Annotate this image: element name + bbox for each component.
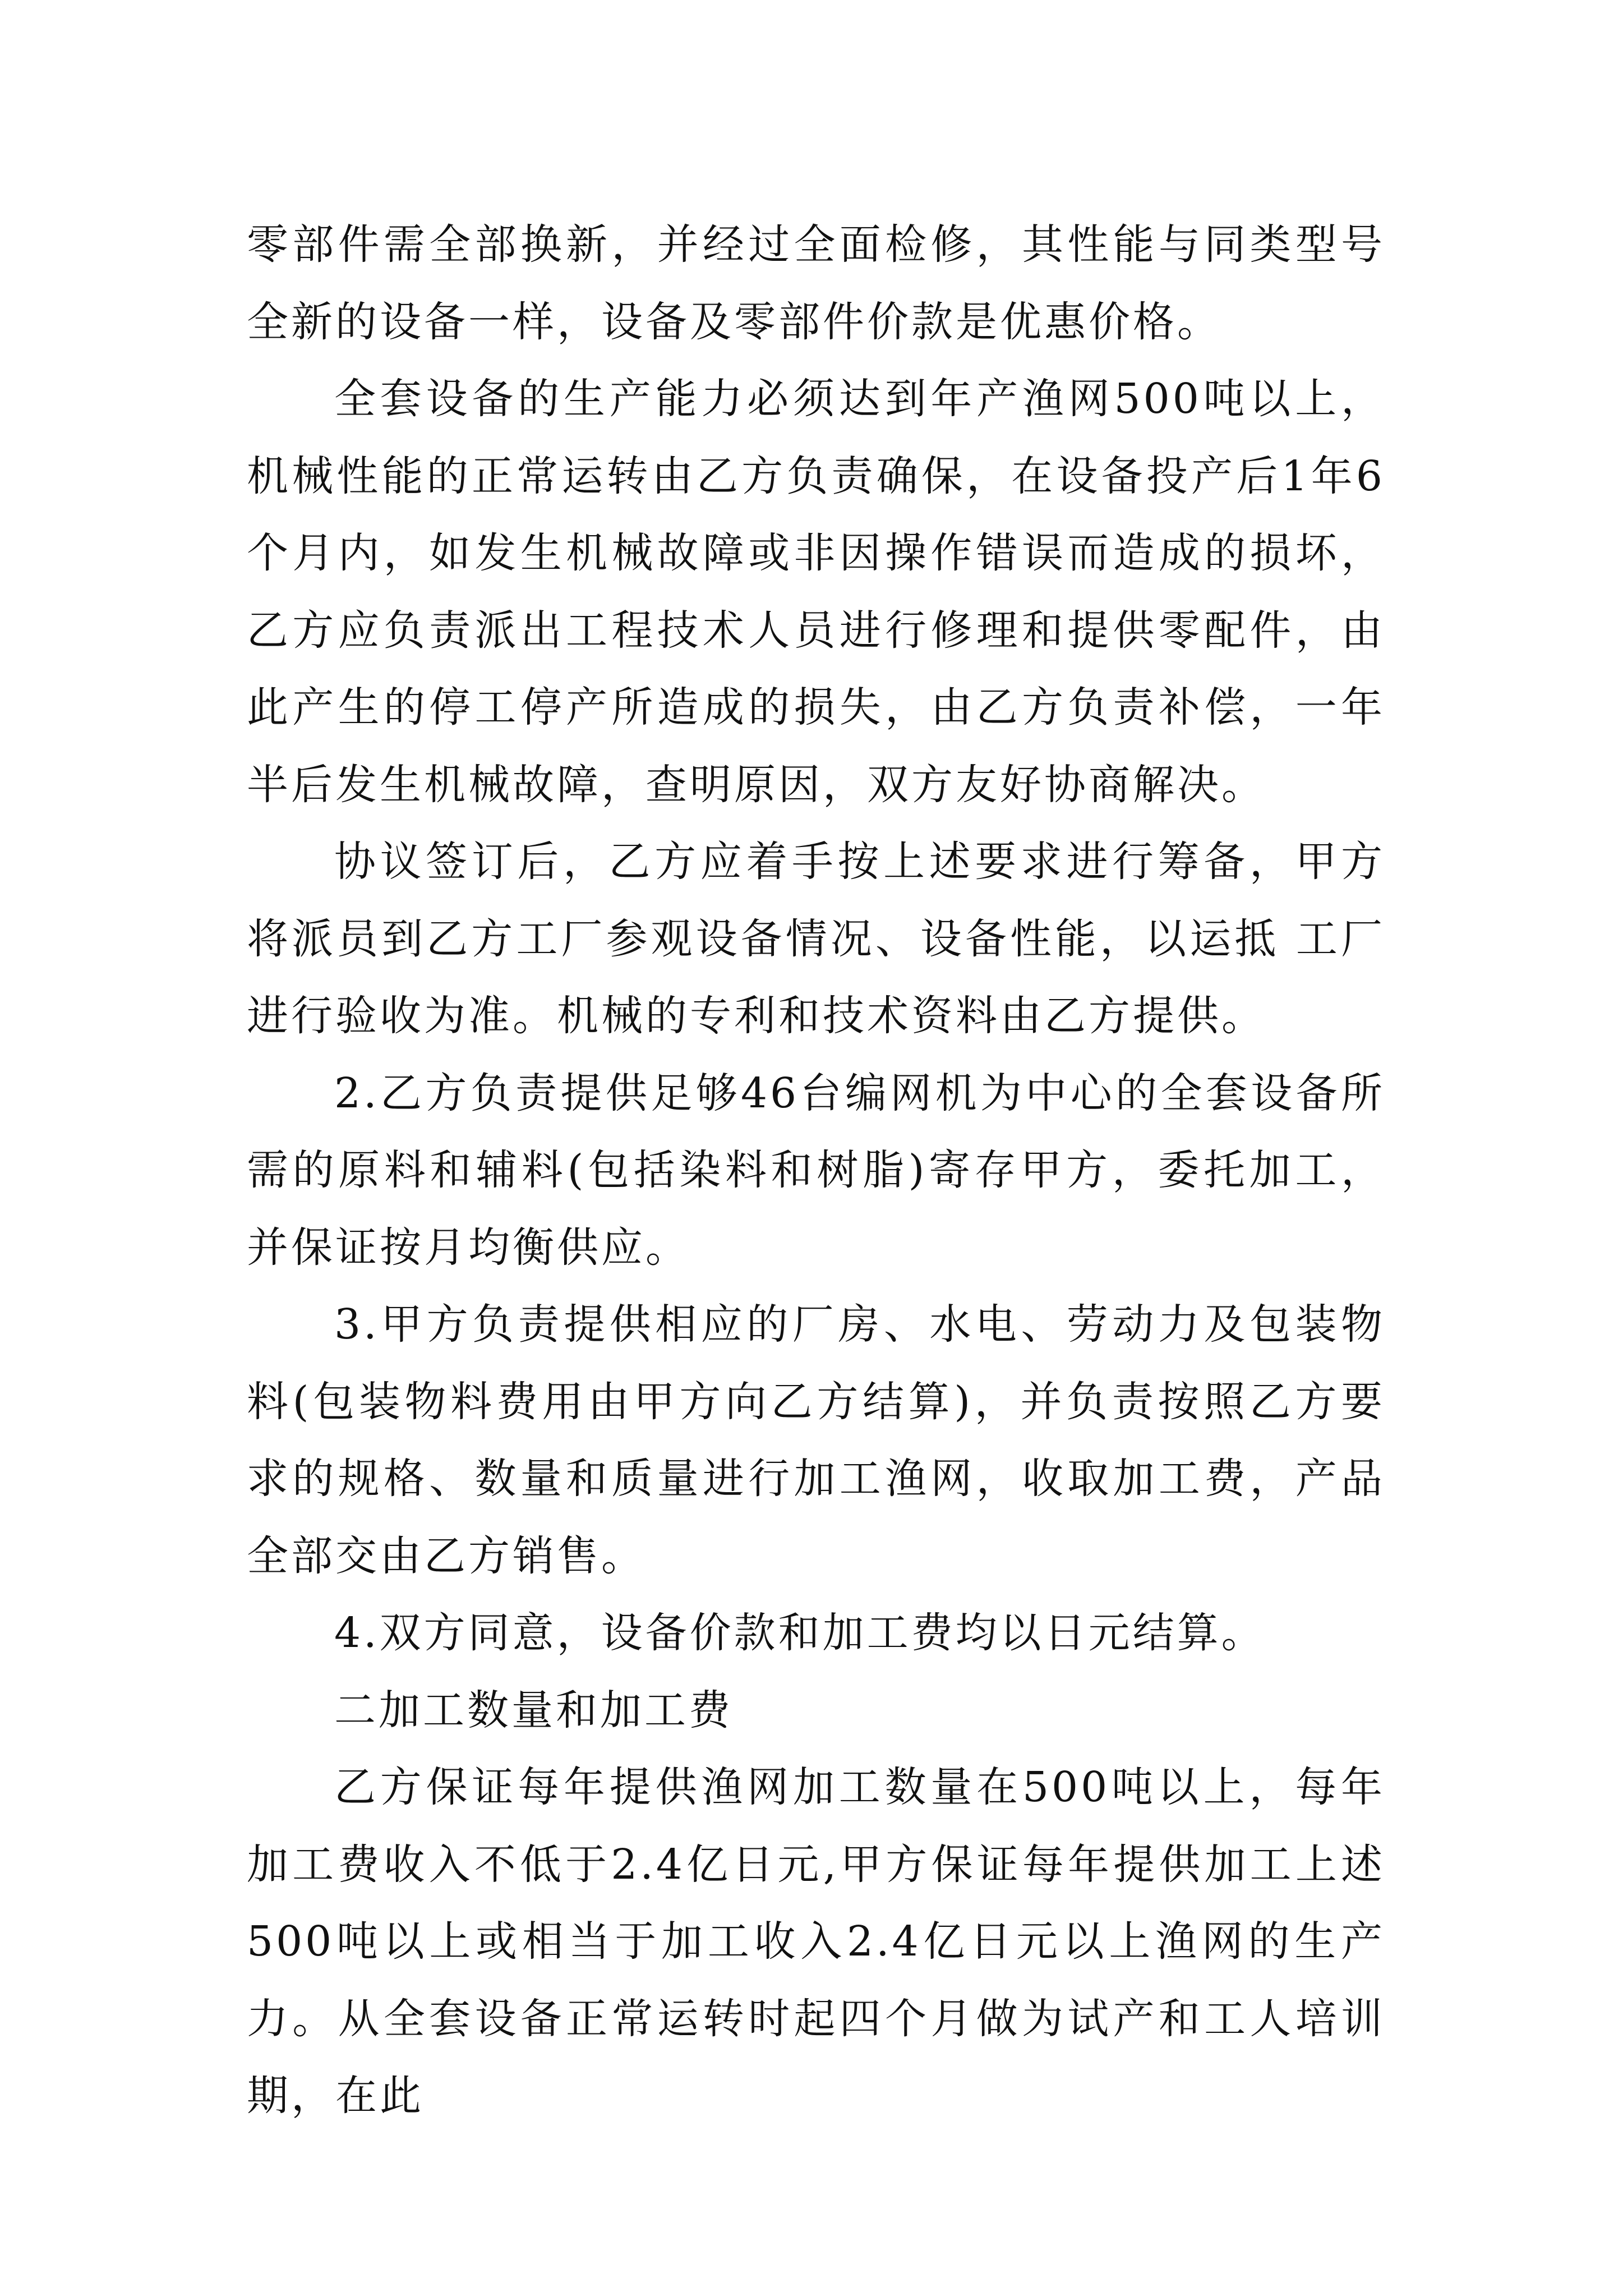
paragraph-1: 零部件需全部换新，并经过全面检修，其性能与同类型号全新的设备一样，设备及零部件价款是优惠价格。 bbox=[247, 220, 1385, 346]
paragraph-7: 乙方保证每年提供渔网加工数量在500吨以上，每年加工费收入不低于2.4亿日元,甲方保证每年提供加工上述500吨以上或相当于加工收入2.4亿日元以上渔网的生产力。从全套设备正常运转时起四个月做为试产和工人培训期，在此 bbox=[247, 1763, 1385, 2120]
paragraph-2: 全套设备的生产能力必须达到年产渔网500吨以上，机械性能的正常运转由乙方负责确保，在设备投产后1年6个月内，如发生机械故障或非因操作错误而造成的损坏，乙方应负责派出工程技术人员进行修理和提供零配件，由此产生的停工停产所造成的损失，由乙方负责补偿，一年半后发生机械故障，查明原因，双方友好协商解决。 bbox=[247, 375, 1385, 809]
paragraph-4: 2.乙方负责提供足够46台编网机为中心的全套设备所需的原料和辅料(包括染料和树脂)寄存甲方，委托加工，并保证按月均衡供应。 bbox=[247, 1069, 1385, 1272]
section-heading: 二加工数量和加工费 bbox=[334, 1686, 733, 1734]
paragraph-5: 3.甲方负责提供相应的厂房、水电、劳动力及包装物料(包装物料费用由甲方向乙方结算)，并负责按照乙方要求的规格、数量和质量进行加工渔网，收取加工费，产品全部交由乙方销售。 bbox=[247, 1300, 1385, 1580]
paragraph-6: 4.双方同意，设备价款和加工费均以日元结算。 bbox=[334, 1609, 1266, 1657]
paragraph-3: 协议签订后，乙方应着手按上述要求进行筹备，甲方将派员到乙方工厂参观设备情况、设备性能，以运抵 工厂进行验收为准。机械的专利和技术资料由乙方提供。 bbox=[247, 838, 1385, 1040]
document-body bbox=[247, 206, 1385, 2135]
